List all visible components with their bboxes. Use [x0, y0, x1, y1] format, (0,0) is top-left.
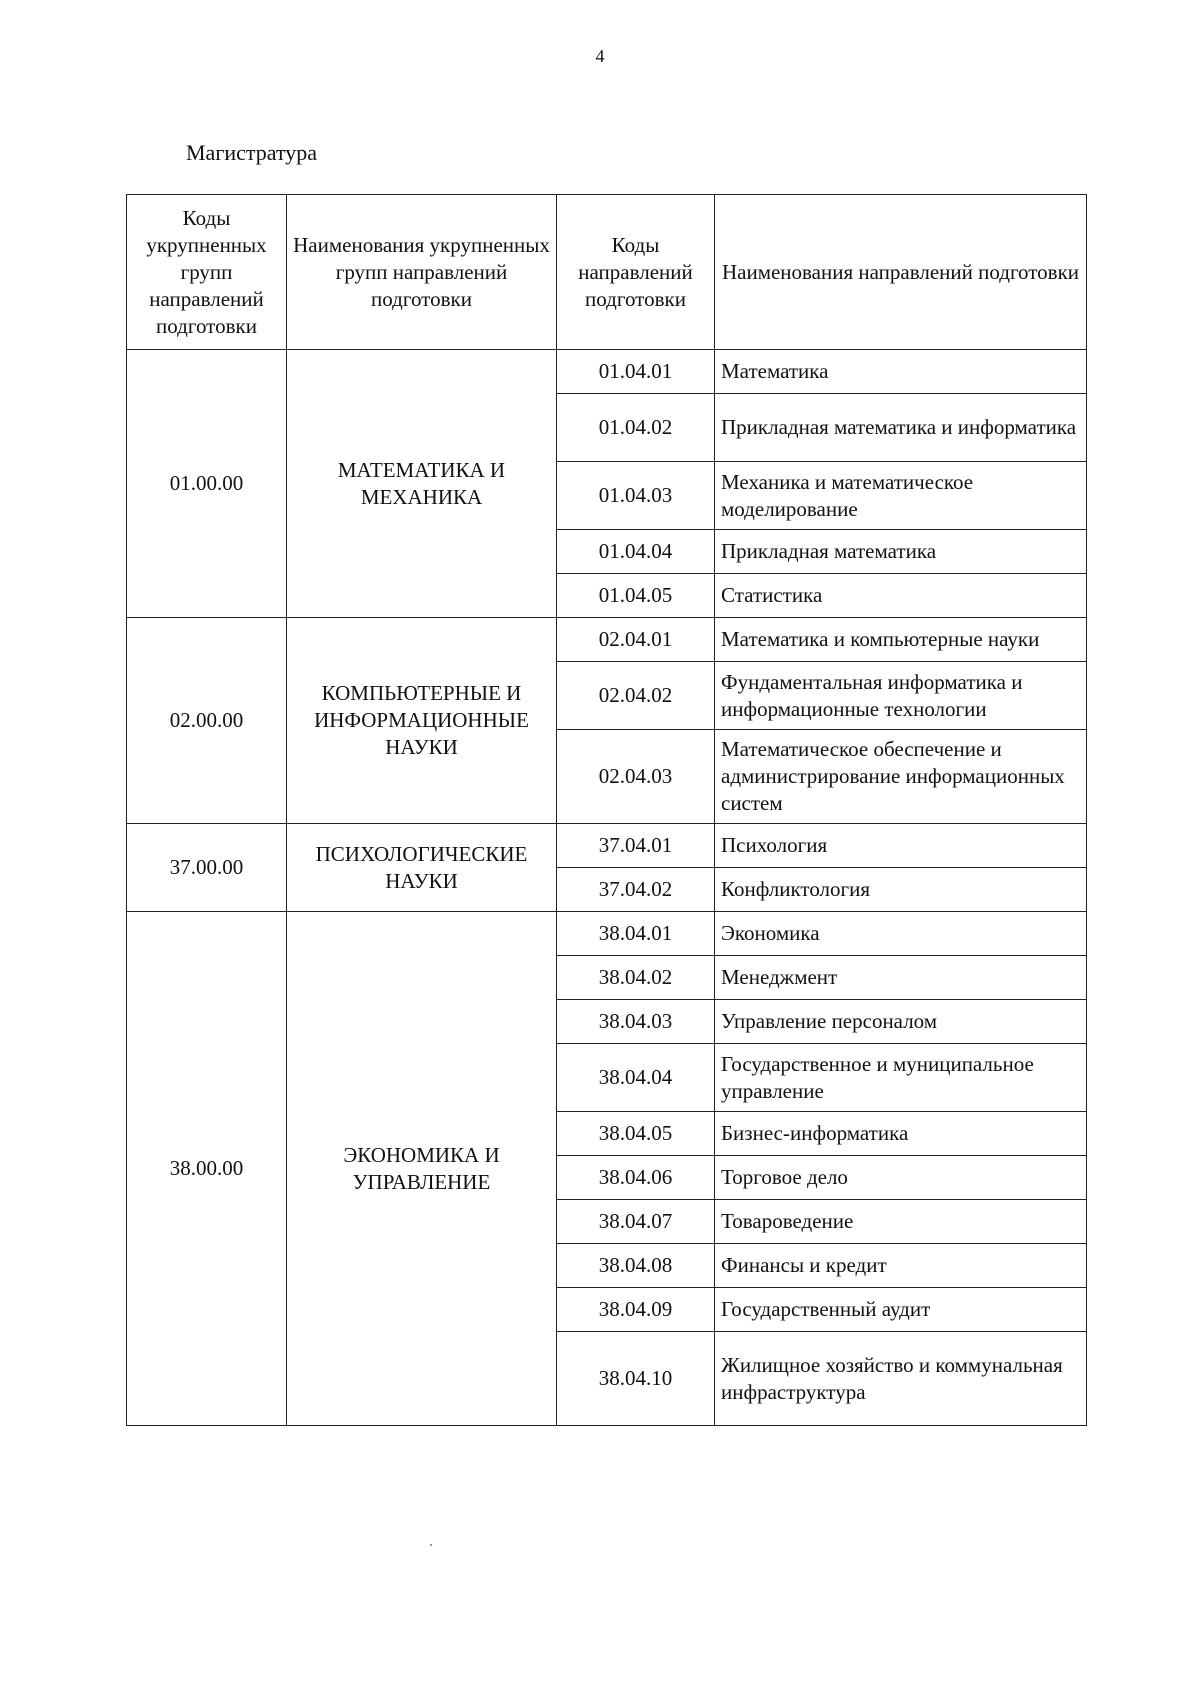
direction-code: 38.04.06 — [557, 1156, 715, 1200]
direction-name: Психология — [715, 824, 1087, 868]
direction-code: 02.04.01 — [557, 618, 715, 662]
group-name: КОМПЬЮТЕРНЫЕ И ИНФОРМАЦИОННЫЕ НАУКИ — [287, 618, 557, 824]
direction-code: 01.04.05 — [557, 574, 715, 618]
direction-name: Прикладная математика и информатика — [715, 394, 1087, 462]
direction-code: 38.04.09 — [557, 1288, 715, 1332]
direction-code: 02.04.02 — [557, 662, 715, 730]
page-number: 4 — [595, 46, 605, 66]
direction-code: 37.04.02 — [557, 868, 715, 912]
direction-code: 38.04.03 — [557, 1000, 715, 1044]
direction-name: Статистика — [715, 574, 1087, 618]
group-name: ПСИХОЛОГИЧЕСКИЕ НАУКИ — [287, 824, 557, 912]
direction-code: 01.04.04 — [557, 530, 715, 574]
group-name: ЭКОНОМИКА И УПРАВЛЕНИЕ — [287, 912, 557, 1426]
direction-code: 38.04.05 — [557, 1112, 715, 1156]
header-group-codes: Коды укрупненных групп направлений подготовки — [127, 195, 287, 350]
direction-code: 01.04.03 — [557, 462, 715, 530]
direction-code: 38.04.01 — [557, 912, 715, 956]
directions-table — [126, 194, 1087, 1426]
direction-name: Финансы и кредит — [715, 1244, 1087, 1288]
table-row — [127, 912, 1087, 956]
direction-code: 01.04.01 — [557, 350, 715, 394]
direction-name: Менеджмент — [715, 956, 1087, 1000]
direction-code: 38.04.04 — [557, 1044, 715, 1112]
direction-name: Товароведение — [715, 1200, 1087, 1244]
direction-code: 02.04.03 — [557, 730, 715, 824]
group-code: 38.00.00 — [127, 912, 287, 1426]
table-row — [127, 618, 1087, 662]
section-title: Магистратура — [186, 140, 318, 165]
direction-name: Прикладная математика — [715, 530, 1087, 574]
group-code: 02.00.00 — [127, 618, 287, 824]
direction-name: Торговое дело — [715, 1156, 1087, 1200]
group-name: МАТЕМАТИКА И МЕХАНИКА — [287, 350, 557, 618]
scan-speck — [430, 1544, 432, 1546]
table-row — [127, 350, 1087, 394]
table-header-row — [127, 195, 1087, 350]
table-body — [127, 350, 1087, 1426]
direction-code: 38.04.10 — [557, 1332, 715, 1426]
direction-name: Математическое обеспечение и администрирование информационных систем — [715, 730, 1087, 824]
direction-name: Жилищное хозяйство и коммунальная инфраструктура — [715, 1332, 1087, 1426]
direction-name: Государственный аудит — [715, 1288, 1087, 1332]
direction-code: 38.04.07 — [557, 1200, 715, 1244]
direction-name: Механика и математическое моделирование — [715, 462, 1087, 530]
direction-name: Государственное и муниципальное управление — [715, 1044, 1087, 1112]
direction-name: Экономика — [715, 912, 1087, 956]
group-code: 01.00.00 — [127, 350, 287, 618]
header-direction-codes: Коды направлений подготовки — [557, 195, 715, 350]
direction-code: 38.04.08 — [557, 1244, 715, 1288]
table-row — [127, 824, 1087, 868]
header-group-names: Наименования укрупненных групп направлений подготовки — [287, 195, 557, 350]
direction-name: Математика — [715, 350, 1087, 394]
direction-name: Конфликтология — [715, 868, 1087, 912]
direction-code: 38.04.02 — [557, 956, 715, 1000]
direction-name: Управление персоналом — [715, 1000, 1087, 1044]
direction-name: Бизнес-информатика — [715, 1112, 1087, 1156]
direction-code: 37.04.01 — [557, 824, 715, 868]
direction-name: Математика и компьютерные науки — [715, 618, 1087, 662]
direction-name: Фундаментальная информатика и информационные технологии — [715, 662, 1087, 730]
header-direction-names: Наименования направлений подготовки — [715, 195, 1087, 350]
direction-code: 01.04.02 — [557, 394, 715, 462]
group-code: 37.00.00 — [127, 824, 287, 912]
